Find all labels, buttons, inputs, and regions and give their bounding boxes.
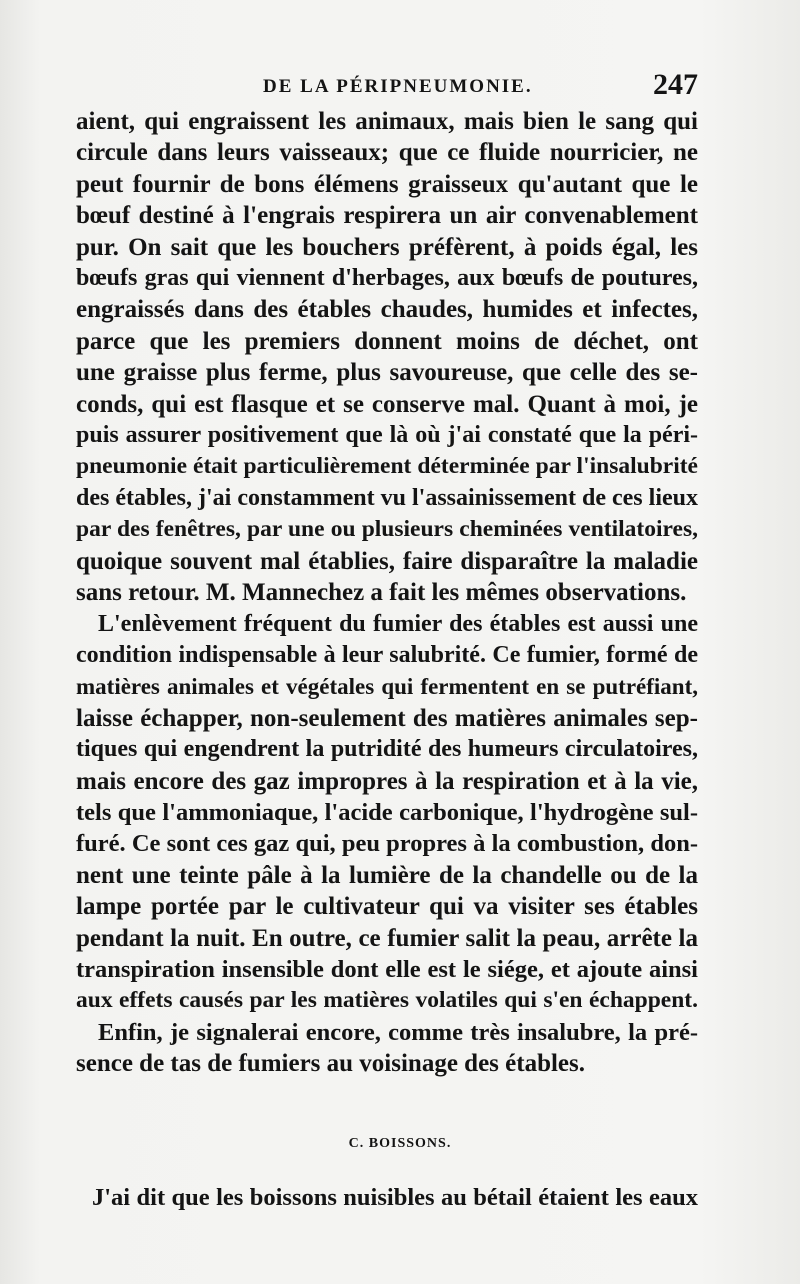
text-line: par des fenêtres, par une ou plusieurs cheminées ventilatoires, <box>76 516 698 543</box>
text-line: peut fournir de bons élémens graisseux qu'autant que le <box>76 170 698 198</box>
text-line: transpiration insensible dont elle est le siége, et ajoute ainsi <box>76 955 698 983</box>
text-line: tiques qui engendrent la putridité des humeurs circulatoires, <box>76 736 698 763</box>
text-line: des étables, j'ai constamment vu l'assainissement de ces lieux <box>76 484 698 511</box>
section-heading: C. BOISSONS. <box>348 1136 452 1151</box>
text-line: une graisse plus ferme, plus savoureuse, que celle des se- <box>76 359 698 387</box>
text-line: lampe portée par le cultivateur qui va visiter ses étables <box>76 893 698 921</box>
paragraph-3 <box>76 1017 698 1080</box>
text-line: condition indispensable à leur salubrité. Ce fumier, formé de <box>76 641 698 668</box>
paragraph-1 <box>76 106 698 609</box>
body-text <box>76 106 698 1080</box>
text-line: pendant la nuit. En outre, ce fumier salit la peau, arrête la <box>76 924 698 952</box>
text-line: quoique souvent mal établies, faire disparaître la maladie <box>76 547 698 575</box>
text-line: nent une teinte pâle à la lumière de la chandelle ou de la <box>76 861 698 889</box>
text-line: laisse échapper, non-seulement des matières animales sep- <box>76 704 698 732</box>
text-line: parce que les premiers donnent moins de déchet, ont <box>76 327 698 355</box>
text-line: pur. On sait que les bouchers préfèrent, à poids égal, les <box>76 233 698 261</box>
text-line: Enfin, je signalerai encore, comme très insalubre, la pré- <box>98 1018 698 1046</box>
text-line: sans retour. M. Mannechez a fait les mêmes observations. <box>76 579 687 607</box>
text-line: puis assurer positivement que là où j'ai constaté que la péri- <box>76 422 698 449</box>
text-line: mais encore des gaz impropres à la respiration et à la vie, <box>76 767 698 795</box>
text-line: furé. Ce sont ces gaz qui, peu propres à la combustion, don- <box>76 830 698 858</box>
text-line: J'ai dit que les boissons nuisibles au bétail étaient les eaux <box>92 1184 698 1211</box>
text-line: L'enlèvement fréquent du fumier des étables est aussi une <box>98 610 698 637</box>
running-head: DE LA PÉRIPNEUMONIE. <box>263 76 533 97</box>
text-line: aux effets causés par les matières volatiles qui s'en échappent. <box>76 987 698 1014</box>
text-line: circule dans leurs vaisseaux; que ce fluide nourricier, ne <box>76 139 698 167</box>
text-line: bœuf destiné à l'engrais respirera un air convenablement <box>76 202 698 230</box>
text-line: pneumonie était particulièrement déterminée par l'insalubrité <box>76 453 698 480</box>
text-line: sence de tas de fumiers au voisinage des étables. <box>76 1050 585 1078</box>
text-line: aient, qui engraissent les animaux, mais bien le sang qui <box>76 108 698 135</box>
text-line: bœufs gras qui viennent d'herbages, aux bœufs de poutures, <box>76 265 698 292</box>
text-line: matières animales et végétales qui fermentent en se putréfiant, <box>76 674 698 700</box>
text-line: engraissés dans des étables chaudes, humides et infectes, <box>76 296 698 324</box>
paragraph-2 <box>76 609 698 1017</box>
text-line: conds, qui est flasque et se conserve mal. Quant à moi, je <box>76 390 698 418</box>
page-number: 247 <box>653 68 698 101</box>
page-header <box>78 68 698 108</box>
text-line: tels que l'ammoniaque, l'acide carbonique, l'hydrogène sul- <box>76 798 698 826</box>
